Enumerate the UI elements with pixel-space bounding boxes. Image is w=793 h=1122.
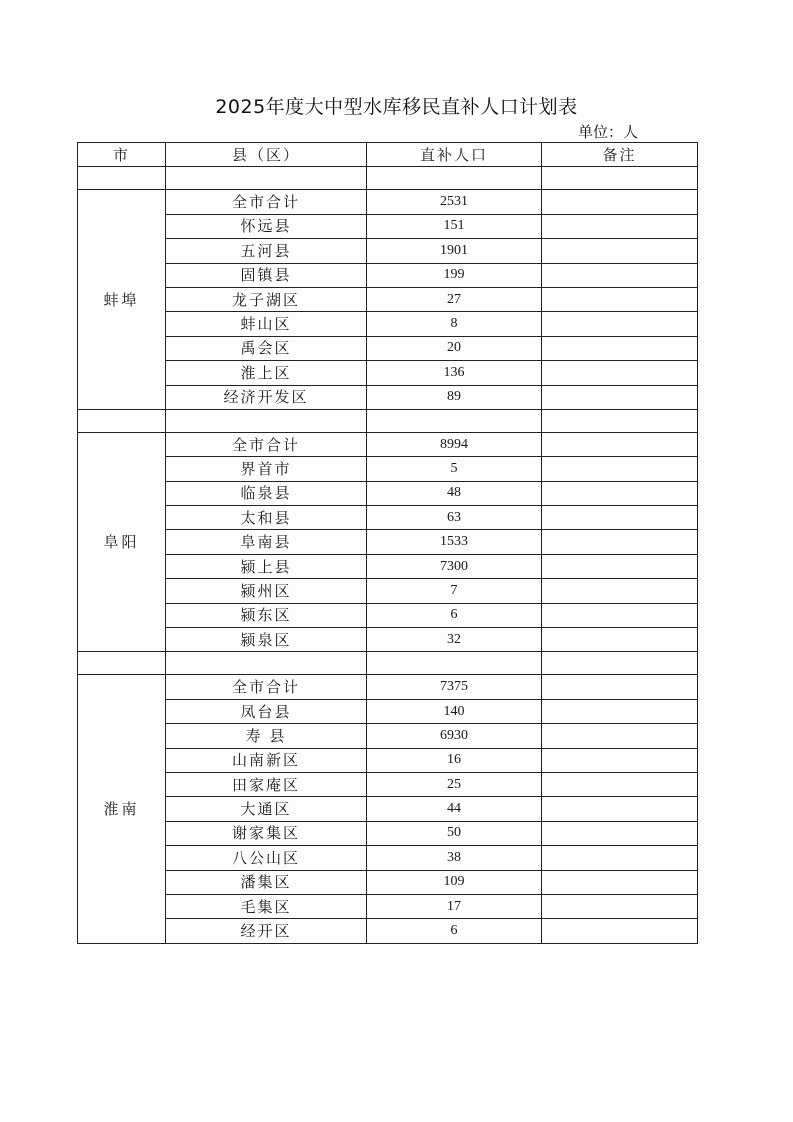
remark-cell xyxy=(542,894,698,918)
empty-cell xyxy=(78,409,166,432)
remark-cell xyxy=(542,506,698,530)
table-row xyxy=(78,457,698,481)
unit-label: 单位：人 xyxy=(578,123,639,141)
table-row xyxy=(78,336,698,360)
population-cell: 1901 xyxy=(367,239,542,263)
empty-cell xyxy=(166,167,367,190)
population-cell: 1533 xyxy=(367,530,542,554)
document-title: 2025年度大中型水库移民直补人口计划表 xyxy=(215,96,578,118)
remark-cell xyxy=(542,821,698,845)
population-cell: 109 xyxy=(367,870,542,894)
empty-cell xyxy=(78,167,166,190)
population-cell: 16 xyxy=(367,748,542,772)
table-row xyxy=(78,772,698,796)
remark-cell xyxy=(542,603,698,627)
county-cell: 寿 县 xyxy=(166,724,367,748)
remark-cell xyxy=(542,287,698,311)
county-cell: 固镇县 xyxy=(166,263,367,287)
county-cell: 太和县 xyxy=(166,506,367,530)
table-row xyxy=(78,385,698,409)
remark-cell xyxy=(542,263,698,287)
county-cell: 八公山区 xyxy=(166,846,367,870)
county-cell: 凤台县 xyxy=(166,699,367,723)
county-cell: 山南新区 xyxy=(166,748,367,772)
header-remark: 备注 xyxy=(542,143,698,167)
county-cell: 颍州区 xyxy=(166,579,367,603)
header-row xyxy=(78,143,698,167)
county-cell: 大通区 xyxy=(166,797,367,821)
remark-cell xyxy=(542,239,698,263)
population-cell: 8 xyxy=(367,312,542,336)
table-row xyxy=(78,506,698,530)
empty-cell xyxy=(166,652,367,675)
population-cell: 25 xyxy=(367,772,542,796)
population-cell: 6 xyxy=(367,603,542,627)
county-cell: 颍东区 xyxy=(166,603,367,627)
spacer-row xyxy=(78,167,698,190)
empty-cell xyxy=(367,409,542,432)
population-cell: 89 xyxy=(367,385,542,409)
remark-cell xyxy=(542,870,698,894)
county-cell: 田家庵区 xyxy=(166,772,367,796)
empty-cell xyxy=(78,652,166,675)
county-cell: 毛集区 xyxy=(166,894,367,918)
city-cell: 蚌埠 xyxy=(78,190,166,410)
population-cell: 48 xyxy=(367,481,542,505)
remark-cell xyxy=(542,846,698,870)
table-row xyxy=(78,190,698,214)
table-row xyxy=(78,214,698,238)
county-cell: 颍泉区 xyxy=(166,628,367,652)
population-cell: 38 xyxy=(367,846,542,870)
remark-cell xyxy=(542,385,698,409)
table-body xyxy=(78,167,698,943)
population-cell: 151 xyxy=(367,214,542,238)
population-cell: 140 xyxy=(367,699,542,723)
remark-cell xyxy=(542,748,698,772)
remark-cell xyxy=(542,312,698,336)
population-cell: 32 xyxy=(367,628,542,652)
remark-cell xyxy=(542,699,698,723)
table-row xyxy=(78,628,698,652)
remark-cell xyxy=(542,797,698,821)
remark-cell xyxy=(542,724,698,748)
population-cell: 6 xyxy=(367,919,542,943)
county-cell: 谢家集区 xyxy=(166,821,367,845)
population-cell: 63 xyxy=(367,506,542,530)
remark-cell xyxy=(542,554,698,578)
city-cell: 淮南 xyxy=(78,675,166,943)
spacer-row xyxy=(78,652,698,675)
table-row xyxy=(78,432,698,456)
county-cell: 全市合计 xyxy=(166,675,367,699)
county-cell: 淮上区 xyxy=(166,361,367,385)
table-row xyxy=(78,312,698,336)
table-row xyxy=(78,748,698,772)
empty-cell xyxy=(542,652,698,675)
spacer-row xyxy=(78,409,698,432)
empty-cell xyxy=(367,652,542,675)
population-cell: 7 xyxy=(367,579,542,603)
population-cell: 2531 xyxy=(367,190,542,214)
population-cell: 20 xyxy=(367,336,542,360)
remark-cell xyxy=(542,530,698,554)
remark-cell xyxy=(542,336,698,360)
remark-cell xyxy=(542,432,698,456)
county-cell: 潘集区 xyxy=(166,870,367,894)
table-row xyxy=(78,797,698,821)
remark-cell xyxy=(542,628,698,652)
table-row xyxy=(78,675,698,699)
population-plan-table xyxy=(77,142,698,944)
remark-cell xyxy=(542,457,698,481)
remark-cell xyxy=(542,190,698,214)
table-row xyxy=(78,919,698,943)
population-cell: 199 xyxy=(367,263,542,287)
county-cell: 经济开发区 xyxy=(166,385,367,409)
remark-cell xyxy=(542,579,698,603)
county-cell: 临泉县 xyxy=(166,481,367,505)
table-row xyxy=(78,554,698,578)
population-cell: 8994 xyxy=(367,432,542,456)
table-row xyxy=(78,361,698,385)
county-cell: 界首市 xyxy=(166,457,367,481)
table-row xyxy=(78,846,698,870)
county-cell: 全市合计 xyxy=(166,432,367,456)
table-row xyxy=(78,287,698,311)
county-cell: 蚌山区 xyxy=(166,312,367,336)
empty-cell xyxy=(367,167,542,190)
population-cell: 5 xyxy=(367,457,542,481)
population-cell: 136 xyxy=(367,361,542,385)
population-cell: 6930 xyxy=(367,724,542,748)
table-row xyxy=(78,699,698,723)
city-cell: 阜阳 xyxy=(78,432,166,652)
county-cell: 怀远县 xyxy=(166,214,367,238)
empty-cell xyxy=(542,409,698,432)
population-cell: 50 xyxy=(367,821,542,845)
table-row xyxy=(78,481,698,505)
table-row xyxy=(78,603,698,627)
empty-cell xyxy=(166,409,367,432)
population-cell: 27 xyxy=(367,287,542,311)
header-city: 市 xyxy=(78,143,166,167)
population-cell: 7375 xyxy=(367,675,542,699)
table-row xyxy=(78,579,698,603)
empty-cell xyxy=(542,167,698,190)
header-population: 直补人口 xyxy=(367,143,542,167)
remark-cell xyxy=(542,214,698,238)
population-cell: 7300 xyxy=(367,554,542,578)
table-row xyxy=(78,724,698,748)
remark-cell xyxy=(542,772,698,796)
table-row xyxy=(78,239,698,263)
remark-cell xyxy=(542,675,698,699)
header-county: 县（区） xyxy=(166,143,367,167)
table-row xyxy=(78,894,698,918)
county-cell: 五河县 xyxy=(166,239,367,263)
county-cell: 颍上县 xyxy=(166,554,367,578)
county-cell: 经开区 xyxy=(166,919,367,943)
remark-cell xyxy=(542,481,698,505)
population-cell: 44 xyxy=(367,797,542,821)
population-cell: 17 xyxy=(367,894,542,918)
county-cell: 全市合计 xyxy=(166,190,367,214)
county-cell: 阜南县 xyxy=(166,530,367,554)
remark-cell xyxy=(542,361,698,385)
table-row xyxy=(78,870,698,894)
table-row xyxy=(78,821,698,845)
county-cell: 禹会区 xyxy=(166,336,367,360)
table-row xyxy=(78,530,698,554)
county-cell: 龙子湖区 xyxy=(166,287,367,311)
remark-cell xyxy=(542,919,698,943)
table-row xyxy=(78,263,698,287)
